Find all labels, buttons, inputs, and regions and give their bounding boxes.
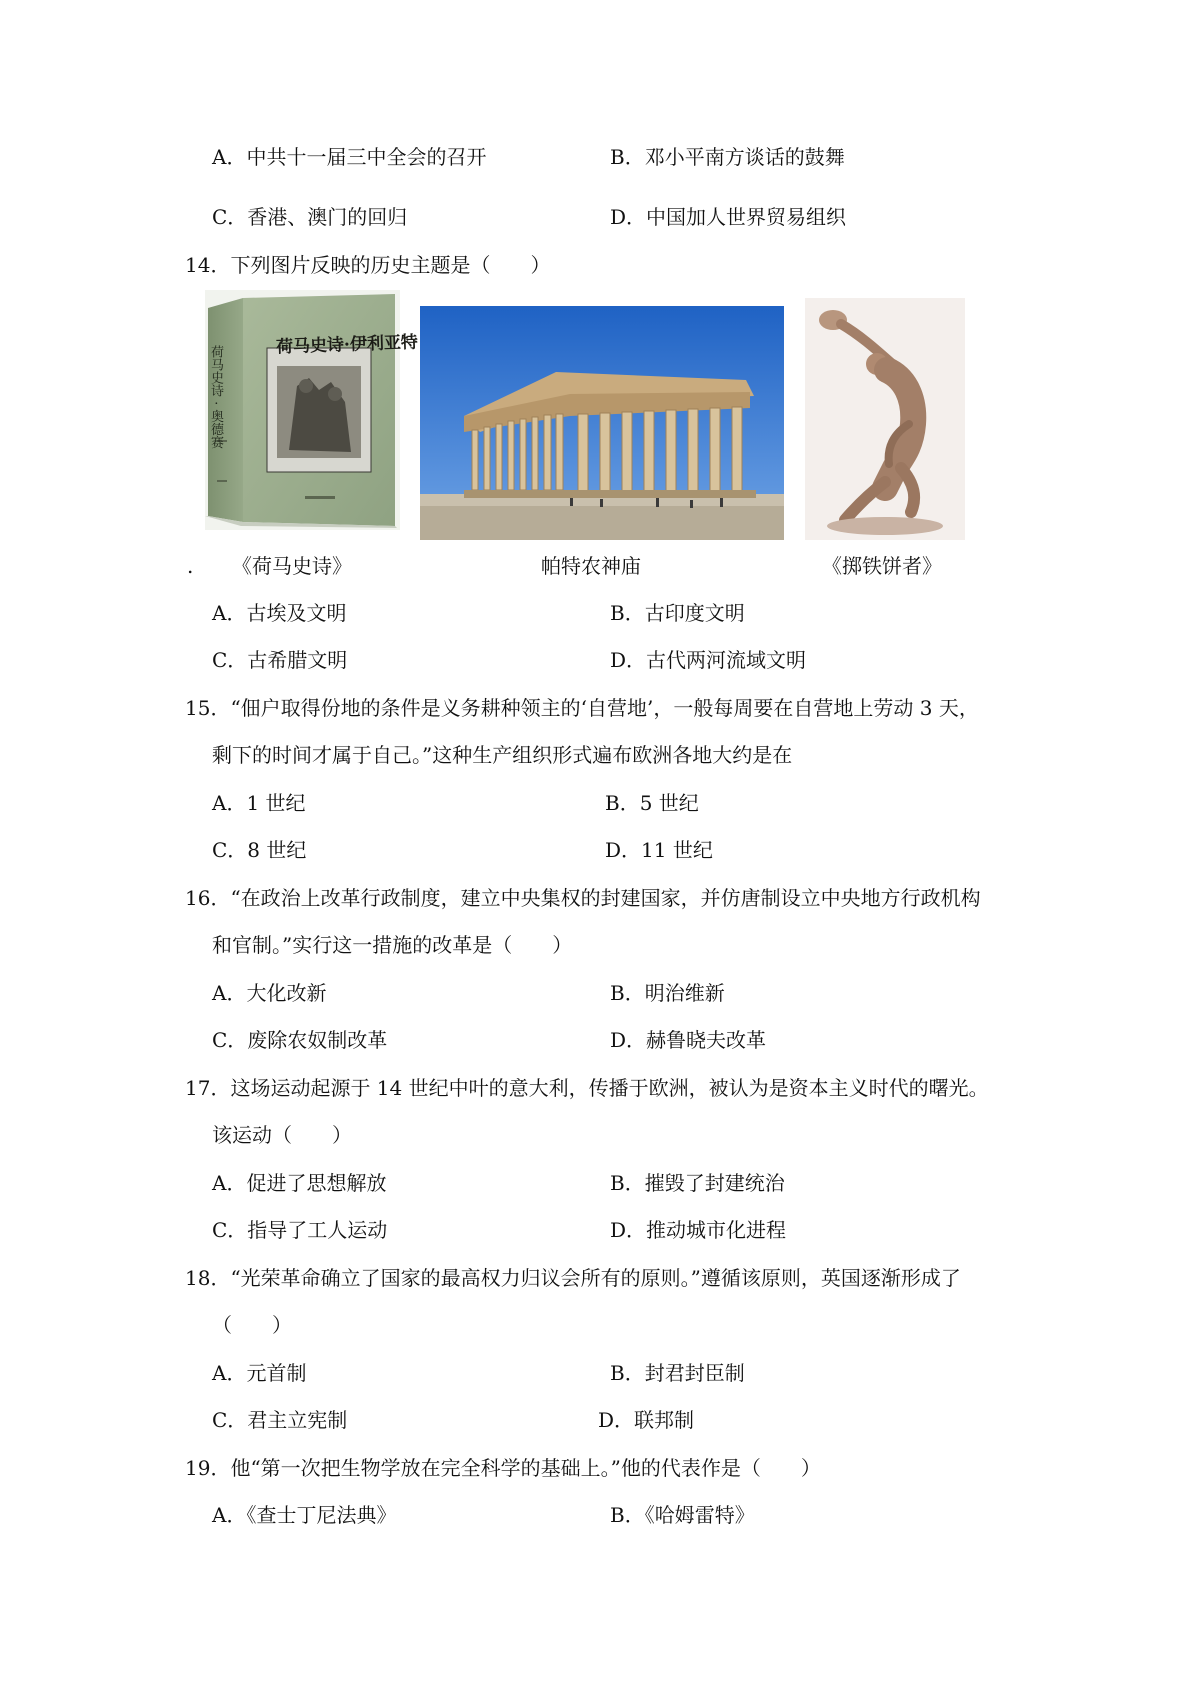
q17-stem-line2: 该运动（ ） [212,1123,352,1147]
q15-option-b: B．5 世纪 [605,791,699,815]
q17-stem-line1: 17．这场运动起源于 14 世纪中叶的意大利，传播于欧洲，被认为是资本主义时代的曙光。 [185,1076,989,1100]
q18-stem-line1: 18．“光荣革命确立了国家的最高权力归议会所有的原则。”遵循该原则，英国逐渐形成了 [185,1266,961,1290]
q14-option-c: C．古希腊文明 [212,648,348,672]
figure-lead-dot: . [187,554,194,578]
q17-option-a: A．促进了思想解放 [212,1171,387,1195]
q18-option-a: A．元首制 [212,1361,307,1385]
q13-option-d: D．中国加人世界贸易组织 [610,205,847,229]
parthenon-image [420,306,784,540]
book-cover-title: 荷马史诗·伊利亚特 [275,332,419,358]
q13-option-a: A．中共十一届三中全会的召开 [212,145,487,169]
book-spine-title: 荷马史诗 · 奥德赛 [208,345,223,449]
book-caption: 《荷马史诗》 [232,554,352,578]
q15-option-d: D．11 世纪 [605,838,713,862]
q16-option-d: D．赫鲁晓夫改革 [610,1028,767,1052]
q14-stem: 14．下列图片反映的历史主题是（ ） [185,253,551,277]
parthenon-caption: 帕特农神庙 [541,554,641,578]
q19-option-a: A．《查士丁尼法典》 [212,1503,397,1527]
q16-stem-line2: 和官制。”实行这一措施的改革是（ ） [212,933,573,957]
q14-option-b: B．古印度文明 [610,601,745,625]
q13-option-c: C．香港、澳门的回归 [212,205,408,229]
q16-option-b: B．明治维新 [610,981,725,1005]
q17-option-d: D．推动城市化进程 [610,1218,787,1242]
q17-option-b: B．摧毁了封建统治 [610,1171,785,1195]
discobolus-image [805,298,965,540]
q14-option-d: D．古代两河流域文明 [610,648,807,672]
q18-stem-line2: （ ） [212,1313,292,1337]
q15-stem-line2: 剩下的时间才属于自己。”这种生产组织形式遍布欧洲各地大约是在 [212,743,793,767]
q18-option-d: D．联邦制 [598,1408,695,1432]
q14-option-a: A．古埃及文明 [212,601,347,625]
q15-option-a: A．1 世纪 [212,791,306,815]
q15-stem-line1: 15．“佃户取得份地的条件是义务耕种领主的‘自营地’，一般每周要在自营地上劳动 3 天， [185,696,979,720]
q18-option-c: C．君主立宪制 [212,1408,348,1432]
q16-option-c: C．废除农奴制改革 [212,1028,388,1052]
q13-option-b: B．邓小平南方谈话的鼓舞 [610,145,845,169]
q16-stem-line1: 16．“在政治上改革行政制度，建立中央集权的封建国家，并仿唐制设立中央地方行政机构 [185,886,981,910]
discobolus-caption: 《掷铁饼者》 [822,554,942,578]
q15-option-c: C．8 世纪 [212,838,307,862]
homer-epic-book-image [205,290,400,530]
q19-stem: 19．他“第一次把生物学放在完全科学的基础上。”他的代表作是（ ） [185,1456,821,1480]
q18-option-b: B．封君封臣制 [610,1361,745,1385]
q19-option-b: B．《哈姆雷特》 [610,1503,755,1527]
q17-option-c: C．指导了工人运动 [212,1218,388,1242]
q16-option-a: A．大化改新 [212,981,327,1005]
